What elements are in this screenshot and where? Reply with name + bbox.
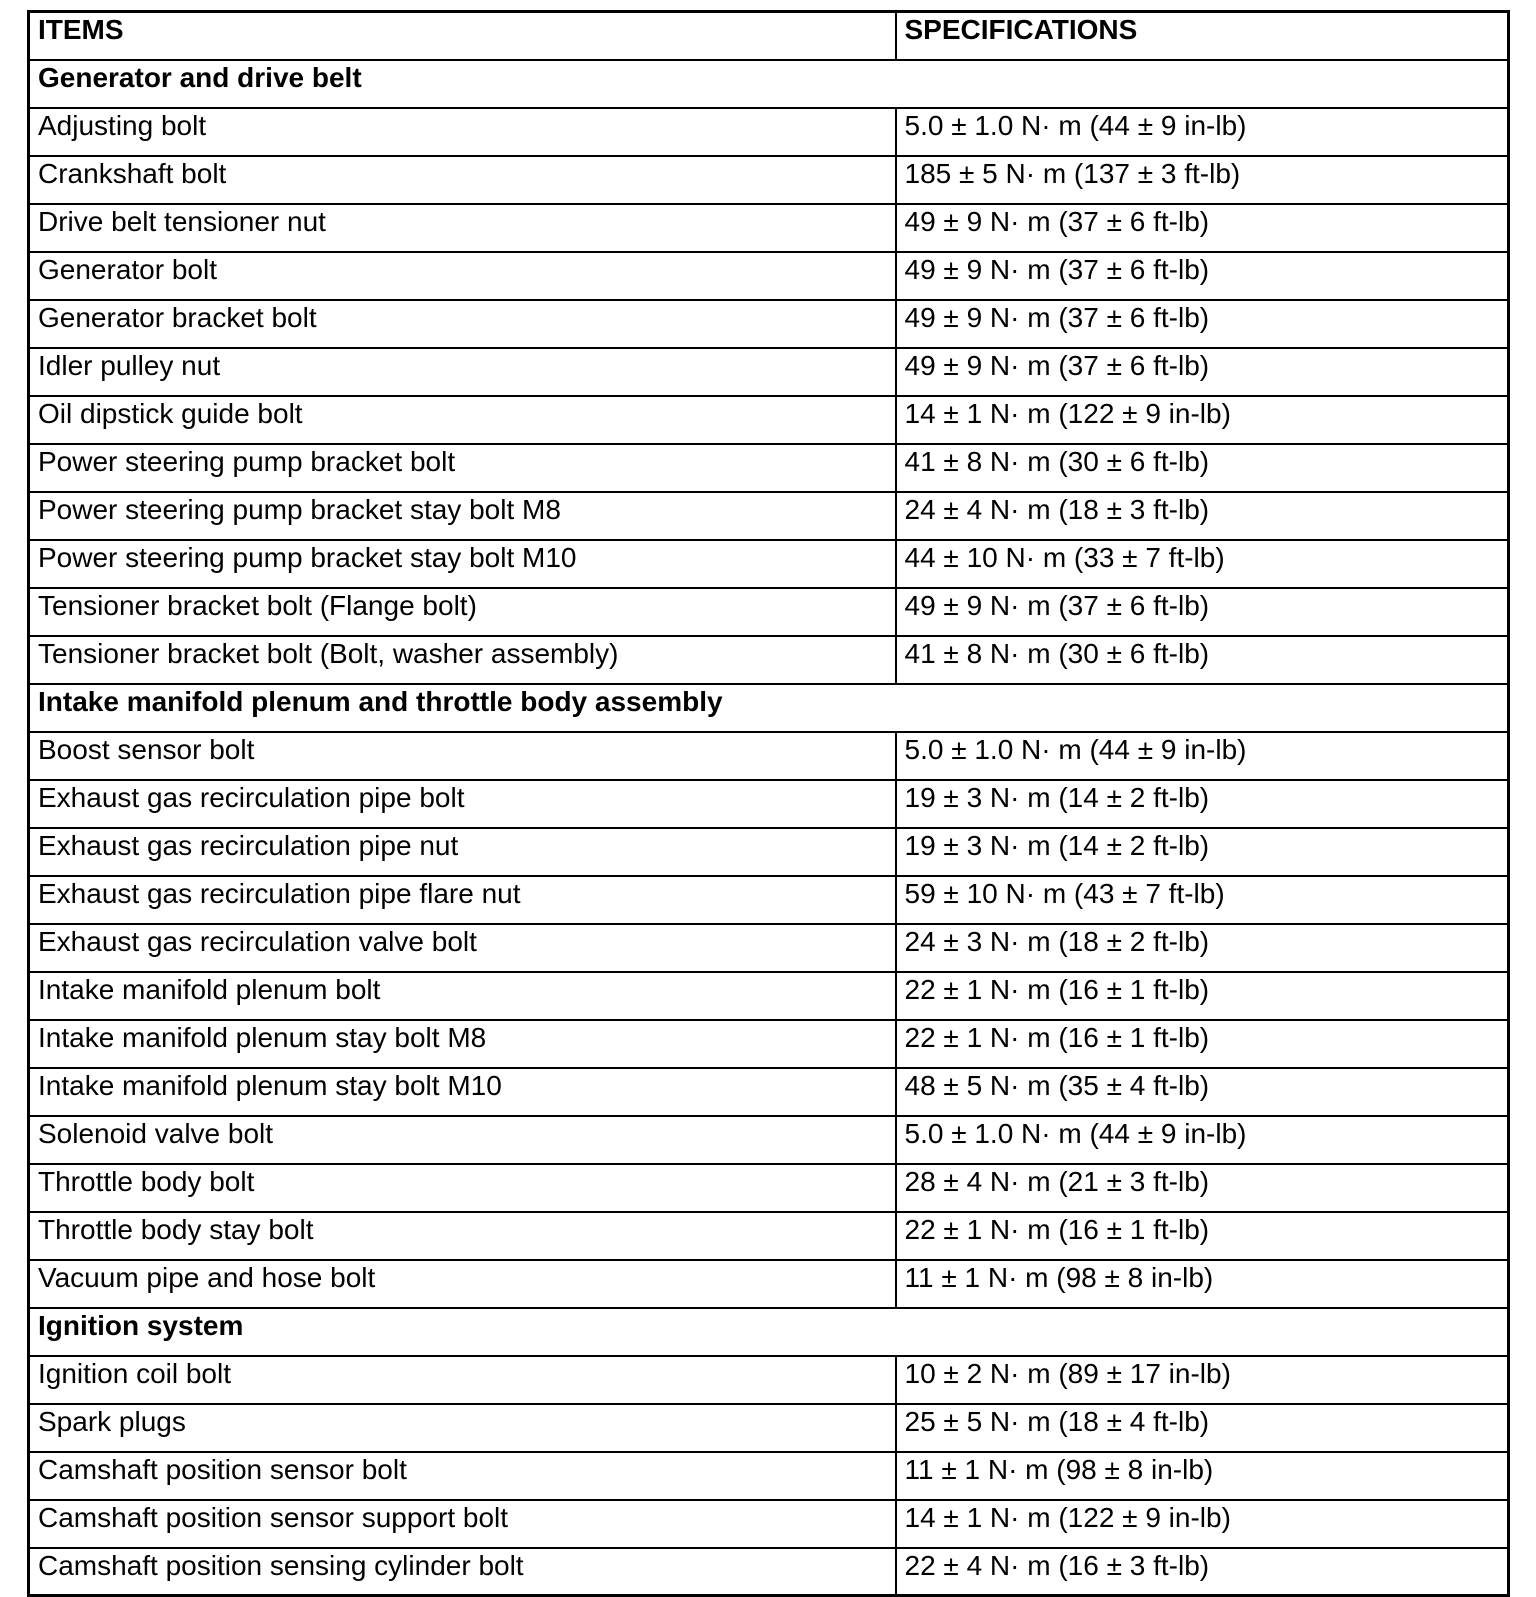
item-specification: 49 ± 9 N· m (37 ± 6 ft-lb)	[896, 588, 1509, 636]
table-row	[29, 444, 1509, 492]
item-name: Tensioner bracket bolt (Bolt, washer assembly)	[29, 636, 896, 684]
item-name: Generator bolt	[29, 252, 896, 300]
table-row	[29, 732, 1509, 780]
item-name: Oil dipstick guide bolt	[29, 396, 896, 444]
item-name: Drive belt tensioner nut	[29, 204, 896, 252]
table-row	[29, 588, 1509, 636]
item-name: Exhaust gas recirculation pipe bolt	[29, 780, 896, 828]
table-row	[29, 1212, 1509, 1260]
table-row	[29, 1164, 1509, 1212]
item-name: Generator bracket bolt	[29, 300, 896, 348]
item-name: Boost sensor bolt	[29, 732, 896, 780]
item-specification: 24 ± 4 N· m (18 ± 3 ft-lb)	[896, 492, 1509, 540]
section-title: Intake manifold plenum and throttle body assembly	[29, 684, 1509, 732]
table-row	[29, 1500, 1509, 1548]
item-name: Solenoid valve bolt	[29, 1116, 896, 1164]
item-name: Throttle body bolt	[29, 1164, 896, 1212]
item-name: Idler pulley nut	[29, 348, 896, 396]
table-row	[29, 348, 1509, 396]
table-row	[29, 828, 1509, 876]
item-specification: 49 ± 9 N· m (37 ± 6 ft-lb)	[896, 348, 1509, 396]
item-specification: 49 ± 9 N· m (37 ± 6 ft-lb)	[896, 252, 1509, 300]
section-title: Generator and drive belt	[29, 60, 1509, 108]
table-row	[29, 204, 1509, 252]
table-row	[29, 1020, 1509, 1068]
item-specification: 25 ± 5 N· m (18 ± 4 ft-lb)	[896, 1404, 1509, 1452]
table-row	[29, 156, 1509, 204]
table-row	[29, 1548, 1509, 1596]
item-name: Power steering pump bracket stay bolt M10	[29, 540, 896, 588]
table-row	[29, 252, 1509, 300]
item-name: Exhaust gas recirculation pipe flare nut	[29, 876, 896, 924]
item-specification: 5.0 ± 1.0 N· m (44 ± 9 in-lb)	[896, 732, 1509, 780]
item-name: Spark plugs	[29, 1404, 896, 1452]
item-specification: 19 ± 3 N· m (14 ± 2 ft-lb)	[896, 780, 1509, 828]
item-specification: 28 ± 4 N· m (21 ± 3 ft-lb)	[896, 1164, 1509, 1212]
item-specification: 22 ± 4 N· m (16 ± 3 ft-lb)	[896, 1548, 1509, 1596]
item-specification: 48 ± 5 N· m (35 ± 4 ft-lb)	[896, 1068, 1509, 1116]
item-specification: 41 ± 8 N· m (30 ± 6 ft-lb)	[896, 444, 1509, 492]
item-name: Crankshaft bolt	[29, 156, 896, 204]
section-row	[29, 60, 1509, 108]
item-specification: 41 ± 8 N· m (30 ± 6 ft-lb)	[896, 636, 1509, 684]
item-name: Camshaft position sensor support bolt	[29, 1500, 896, 1548]
table-row	[29, 1068, 1509, 1116]
table-row	[29, 492, 1509, 540]
item-name: Camshaft position sensor bolt	[29, 1452, 896, 1500]
item-name: Exhaust gas recirculation valve bolt	[29, 924, 896, 972]
table-row	[29, 1356, 1509, 1404]
table-row	[29, 1260, 1509, 1308]
table-row	[29, 108, 1509, 156]
torque-spec-table	[27, 10, 1510, 1597]
table-row	[29, 876, 1509, 924]
item-specification: 22 ± 1 N· m (16 ± 1 ft-lb)	[896, 1020, 1509, 1068]
item-name: Intake manifold plenum stay bolt M10	[29, 1068, 896, 1116]
item-specification: 10 ± 2 N· m (89 ± 17 in-lb)	[896, 1356, 1509, 1404]
table-row	[29, 636, 1509, 684]
table-row	[29, 924, 1509, 972]
item-name: Throttle body stay bolt	[29, 1212, 896, 1260]
item-specification: 11 ± 1 N· m (98 ± 8 in-lb)	[896, 1260, 1509, 1308]
item-name: Ignition coil bolt	[29, 1356, 896, 1404]
item-specification: 185 ± 5 N· m (137 ± 3 ft-lb)	[896, 156, 1509, 204]
item-name: Tensioner bracket bolt (Flange bolt)	[29, 588, 896, 636]
item-specification: 22 ± 1 N· m (16 ± 1 ft-lb)	[896, 972, 1509, 1020]
item-name: Power steering pump bracket bolt	[29, 444, 896, 492]
item-specification: 5.0 ± 1.0 N· m (44 ± 9 in-lb)	[896, 108, 1509, 156]
header-items: ITEMS	[29, 12, 896, 60]
item-specification: 44 ± 10 N· m (33 ± 7 ft-lb)	[896, 540, 1509, 588]
item-name: Intake manifold plenum bolt	[29, 972, 896, 1020]
item-specification: 11 ± 1 N· m (98 ± 8 in-lb)	[896, 1452, 1509, 1500]
table-row	[29, 1452, 1509, 1500]
table-row	[29, 780, 1509, 828]
table-row	[29, 972, 1509, 1020]
item-specification: 24 ± 3 N· m (18 ± 2 ft-lb)	[896, 924, 1509, 972]
section-row	[29, 1308, 1509, 1356]
header-specifications: SPECIFICATIONS	[896, 12, 1509, 60]
item-specification: 49 ± 9 N· m (37 ± 6 ft-lb)	[896, 204, 1509, 252]
item-specification: 5.0 ± 1.0 N· m (44 ± 9 in-lb)	[896, 1116, 1509, 1164]
item-name: Exhaust gas recirculation pipe nut	[29, 828, 896, 876]
item-name: Vacuum pipe and hose bolt	[29, 1260, 896, 1308]
section-title: Ignition system	[29, 1308, 1509, 1356]
item-name: Power steering pump bracket stay bolt M8	[29, 492, 896, 540]
item-specification: 14 ± 1 N· m (122 ± 9 in-lb)	[896, 1500, 1509, 1548]
item-specification: 22 ± 1 N· m (16 ± 1 ft-lb)	[896, 1212, 1509, 1260]
table-row	[29, 1116, 1509, 1164]
item-name: Adjusting bolt	[29, 108, 896, 156]
item-name: Intake manifold plenum stay bolt M8	[29, 1020, 896, 1068]
item-specification: 14 ± 1 N· m (122 ± 9 in-lb)	[896, 396, 1509, 444]
item-specification: 59 ± 10 N· m (43 ± 7 ft-lb)	[896, 876, 1509, 924]
item-specification: 19 ± 3 N· m (14 ± 2 ft-lb)	[896, 828, 1509, 876]
table-row	[29, 1404, 1509, 1452]
item-name: Camshaft position sensing cylinder bolt	[29, 1548, 896, 1596]
table-row	[29, 540, 1509, 588]
spec-table-body	[29, 12, 1509, 1596]
header-row	[29, 12, 1509, 60]
item-specification: 49 ± 9 N· m (37 ± 6 ft-lb)	[896, 300, 1509, 348]
table-row	[29, 396, 1509, 444]
section-row	[29, 684, 1509, 732]
table-row	[29, 300, 1509, 348]
